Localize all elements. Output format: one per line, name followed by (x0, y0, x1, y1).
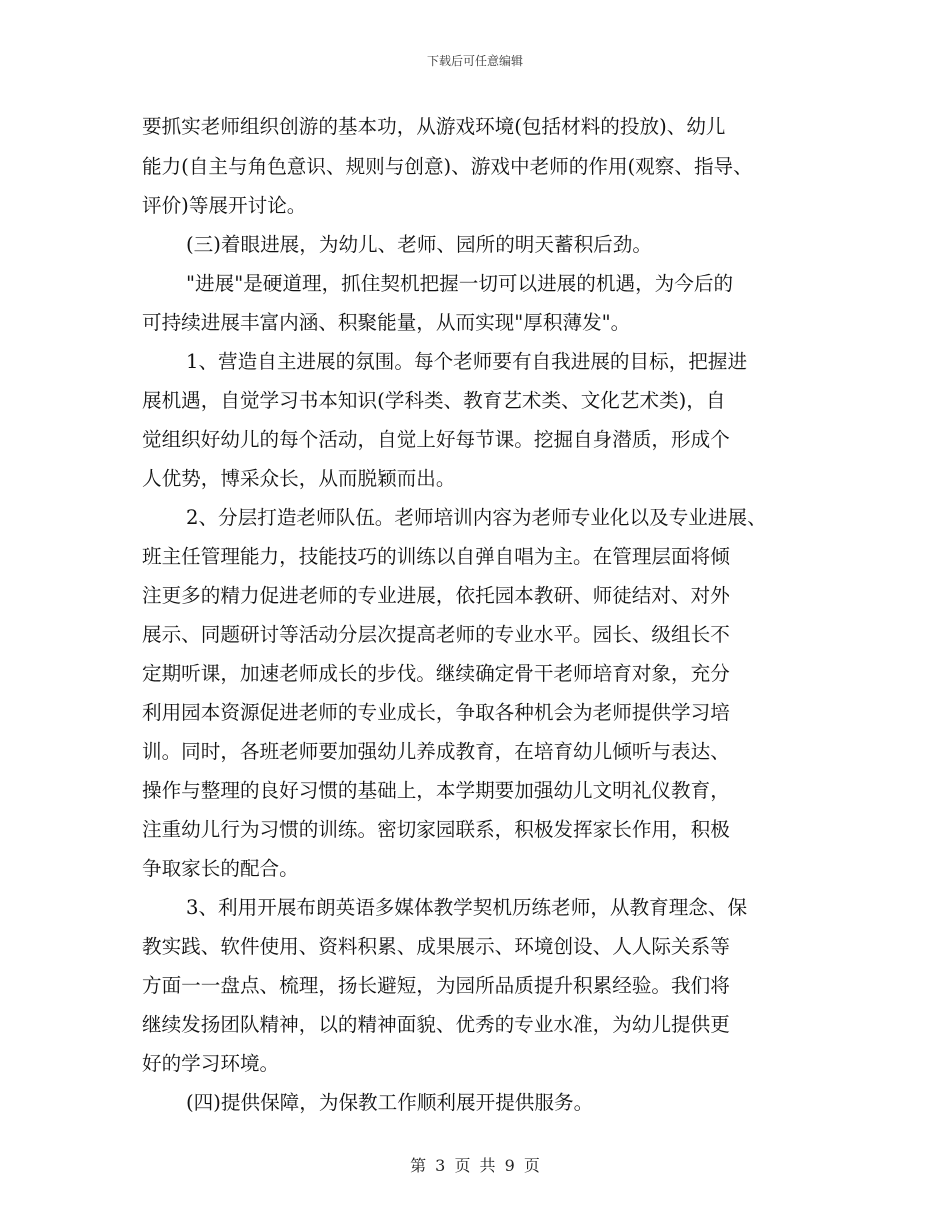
page-number: 第 3 页 共 9 页 (410, 1156, 540, 1175)
paragraph-line: 注重幼儿行为习惯的训练。密切家园联系，积极发挥家长作用，积极 (142, 818, 730, 841)
header-note: 下载后可任意编辑 (426, 54, 523, 68)
paragraph-line: 展机遇，自觉学习书本知识(学科类、教育艺术类、文化艺术类)，自 (142, 389, 726, 412)
paragraph-line: 操作与整理的良好习惯的基础上，本学期要加强幼儿文明礼仪教育， (142, 779, 730, 802)
paragraph-line: 要抓实老师组织创游的基本功，从游戏环境(包括材料的投放)、幼儿 (142, 115, 726, 138)
paragraph-line: 可持续进展丰富内涵、积聚能量，从而实现"厚积薄发"。 (142, 311, 631, 334)
paragraph-line: 3、利用开展布朗英语多媒体教学契机历练老师，从教育理念、保 (186, 896, 748, 919)
section-heading: (三)着眼进展，为幼儿、老师、园所的明天蓄积后劲。 (186, 233, 652, 256)
paragraph-line: 方面一一盘点、梳理，扬长避短，为园所品质提升积累经验。我们将 (142, 974, 730, 997)
paragraph-line: 1、营造自主进展的氛围。每个老师要有自我进展的目标，把握进 (186, 350, 748, 373)
paragraph-line: 能力(自主与角色意识、规则与创意)、游戏中老师的作用(观察、指导、 (142, 155, 753, 178)
paragraph-line: 注更多的精力促进老师的专业进展，依托园本教研、师徒结对、对外 (142, 584, 730, 607)
paragraph-line: 人优势，博采众长，从而脱颖而出。 (142, 467, 456, 490)
paragraph-line: "进展"是硬道理，抓住契机把握一切可以进展的机遇，为今后的 (186, 272, 734, 295)
paragraph-line: 继续发扬团队精神，以的精神面貌、优秀的专业水准，为幼儿提供更 (142, 1013, 730, 1036)
paragraph-line: 评价)等展开讨论。 (142, 194, 307, 217)
paragraph-line: 定期听课，加速老师成长的步伐。继续确定骨干老师培育对象，充分 (142, 662, 730, 685)
paragraph-line: 好的学习环境。 (142, 1052, 280, 1075)
paragraph-line: 觉组织好幼儿的每个活动，自觉上好每节课。挖掘自身潜质，形成个 (142, 428, 730, 451)
paragraph-line: 教实践、软件使用、资料积累、成果展示、环境创设、人人际关系等 (142, 935, 730, 958)
paragraph-line: 训。同时，各班老师要加强幼儿养成教育，在培育幼儿倾听与表达、 (142, 740, 730, 763)
paragraph-line: 班主任管理能力，技能技巧的训练以自弹自唱为主。在管理层面将倾 (142, 545, 730, 568)
section-heading: (四)提供保障，为保教工作顺利展开提供服务。 (186, 1091, 594, 1114)
paragraph-line: 2、分层打造老师队伍。老师培训内容为老师专业化以及专业进展、 (186, 506, 767, 529)
paragraph-line: 展示、同题研讨等活动分层次提高老师的专业水平。园长、级组长不 (142, 623, 730, 646)
paragraph-line: 争取家长的配合。 (142, 857, 299, 880)
paragraph-line: 利用园本资源促进老师的专业成长，争取各种机会为老师提供学习培 (142, 701, 730, 724)
